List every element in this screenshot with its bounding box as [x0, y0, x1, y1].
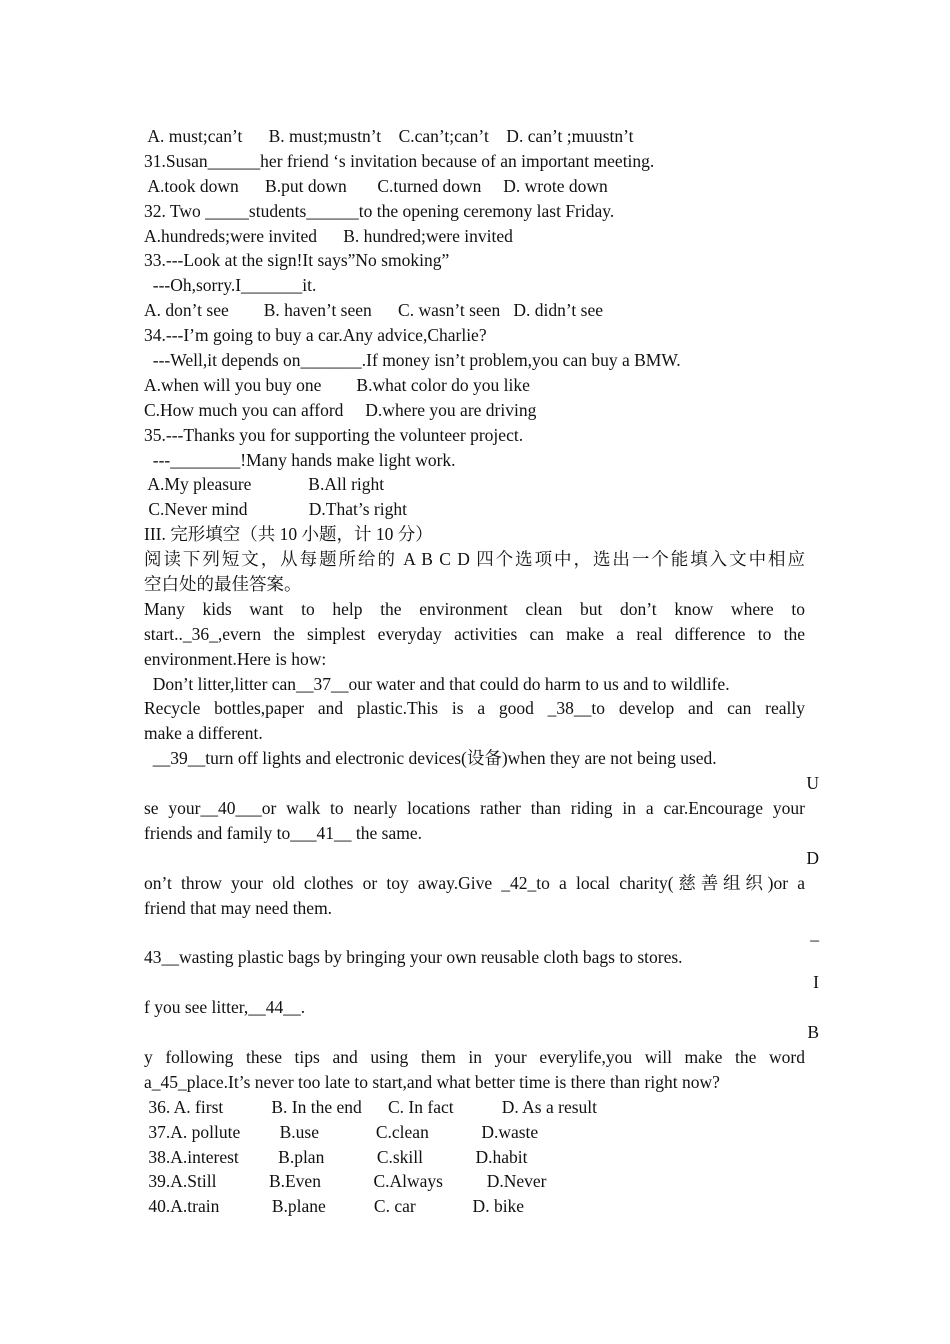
passage-line: Recycle bottles,paper and plastic.This is a good _38__to develop and can really	[144, 698, 805, 719]
options-32: A.hundreds;were invited B. hundred;were invited	[144, 225, 513, 246]
passage-line: on’t throw your old clothes or toy away.Give _42_to a local charity(慈善组织)or a	[144, 872, 805, 893]
options-37: 37.A. pollute B.use C.clean D.waste	[144, 1121, 539, 1142]
drop-letter: I	[813, 972, 819, 993]
instructions-line-1: 阅读下列短文，从每题所给的 A B C D 四个选项中，选出一个能填入文中相应	[144, 549, 805, 570]
question-33: 33.---Look at the sign!It says”No smoking”	[144, 250, 450, 271]
question-32: 32. Two _____students______to the opening ceremony last Friday.	[144, 200, 615, 221]
passage-line: 43__wasting plastic bags by bringing your own reusable cloth bags to stores.	[144, 947, 683, 968]
options-39: 39.A.Still B.Even C.Always D.Never	[144, 1171, 547, 1192]
passage-line: environment.Here is how:	[144, 648, 327, 669]
options-34-a: A.when will you buy one B.what color do you like	[144, 374, 530, 395]
drop-letter: _	[810, 922, 819, 943]
options-40: 40.A.train B.plane C. car D. bike	[144, 1196, 525, 1217]
passage-line: make a different.	[144, 723, 263, 744]
passage-line: friends and family to___41__ the same.	[144, 822, 422, 843]
instructions-line-2: 空白处的最佳答案。	[144, 574, 302, 595]
options-34-b: C.How much you can afford D.where you are driving	[144, 399, 537, 420]
drop-letter: U	[806, 773, 819, 794]
passage-line: __39__turn off lights and electronic devices(设备)when they are not being used.	[144, 748, 717, 769]
question-34-reply: ---Well,it depends on_______.If money isn’t problem,you can buy a BMW.	[144, 350, 681, 371]
exam-page	[144, 124, 819, 1219]
passage-line: friend that may need them.	[144, 897, 333, 918]
passage-line: y following these tips and using them in your everylife,you will make the word	[144, 1046, 805, 1067]
question-35-reply: ---________!Many hands make light work.	[144, 449, 456, 470]
question-31: 31.Susan______her friend ‘s invitation because of an important meeting.	[144, 150, 655, 171]
question-34: 34.---I’m going to buy a car.Any advice,Charlie?	[144, 325, 487, 346]
passage-line: Don’t litter,litter can__37__our water and that could do harm to us and to wildlife.	[144, 673, 730, 694]
drop-letter: D	[806, 847, 819, 868]
options-33: A. don’t see B. haven’t seen C. wasn’t seen D. didn’t see	[144, 300, 603, 321]
options-38: 38.A.interest B.plan C.skill D.habit	[144, 1146, 528, 1167]
passage-line: Many kids want to help the environment clean but don’t know where to	[144, 598, 805, 619]
passage-line: start.._36_,evern the simplest everyday activities can make a real difference to the	[144, 623, 805, 644]
question-35: 35.---Thanks you for supporting the volunteer project.	[144, 424, 524, 445]
options-line: A. must;can’t B. must;mustn’t C.can’t;can’t D. can’t ;muustn’t	[144, 126, 634, 146]
options-35-b: C.Never mind D.That’s right	[144, 499, 407, 520]
drop-letter: B	[807, 1022, 819, 1043]
options-36: 36. A. first B. In the end C. In fact D. As a result	[144, 1096, 598, 1117]
options-35-a: A.My pleasure B.All right	[144, 474, 385, 495]
options-31: A.took down B.put down C.turned down D. wrote down	[144, 175, 608, 196]
section-3-heading: III. 完形填空（共 10 小题，计 10 分）	[144, 524, 433, 545]
passage-line: a_45_place.It’s never too late to start,and what better time is there than right now?	[144, 1071, 720, 1092]
question-33-reply: ---Oh,sorry.I_______it.	[144, 275, 317, 296]
passage-line: se your__40___or walk to nearly locations rather than riding in a car.Encourage your	[144, 798, 805, 819]
passage-line: f you see litter,__44__.	[144, 997, 306, 1018]
